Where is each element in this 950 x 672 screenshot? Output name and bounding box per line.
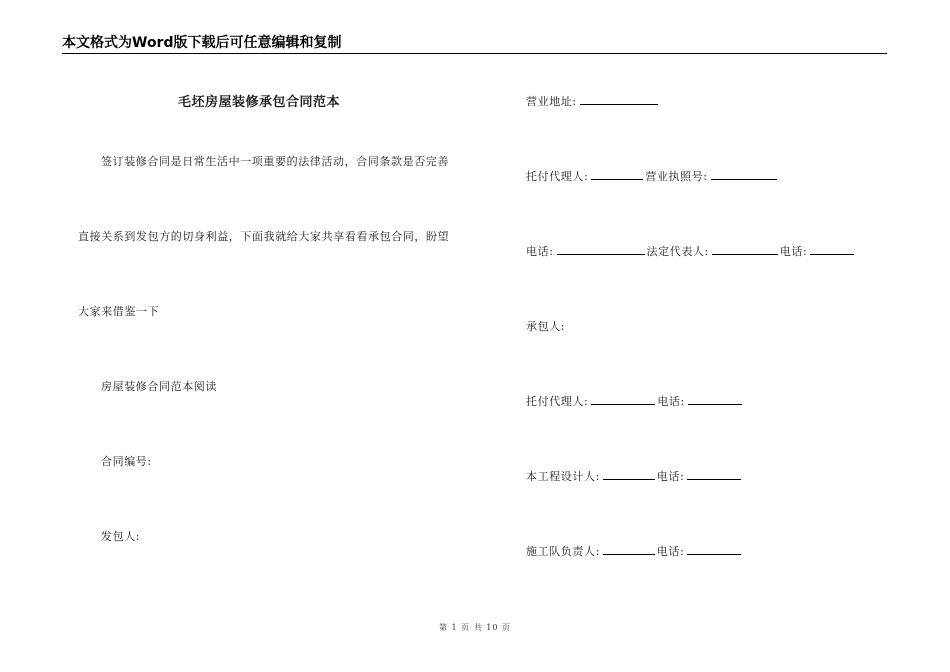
phone-label: 电话: [526,245,554,258]
business-address-label: 营业地址: [526,95,577,108]
team-leader-phone-line [526,543,743,559]
designer-phone-blank[interactable] [687,469,741,480]
agent2-blank[interactable] [591,394,655,405]
page-number: 第 1 页 共 10 页 [439,623,511,632]
agent2-label: 托付代理人: [526,395,589,408]
agent2-phone-line [526,393,744,409]
designer-blank[interactable] [603,469,655,480]
contract-number-label: 合同编号: [101,455,152,468]
designer-phone-line [526,468,743,484]
designer-phone-label: 电话: [656,470,685,483]
contractor-label: 承包人: [526,320,566,333]
legal-rep-label: 法定代表人: [646,245,709,258]
page-header [62,34,887,54]
phone-blank[interactable] [557,244,645,255]
agent-license-line [526,168,779,184]
client-label: 发包人: [101,530,141,543]
agent-blank[interactable] [591,169,643,180]
team-leader-phone-blank[interactable] [687,544,741,555]
business-address-line [526,93,660,109]
contractor-line [526,318,565,334]
document-title: 毛坯房屋装修承包合同范本 [178,95,341,110]
agent-label: 托付代理人: [526,170,589,183]
team-leader-phone-label: 电话: [656,545,685,558]
business-address-blank[interactable] [580,94,658,105]
header-title: 本文格式为Word版下载后可任意编辑和复制 [62,35,342,51]
legal-rep-blank[interactable] [712,244,778,255]
designer-label: 本工程设计人: [526,470,600,483]
license-number-blank[interactable] [711,169,777,180]
phone-label-2: 电话: [779,245,808,258]
subheading: 房屋装修合同范本阅读 [101,380,217,393]
agent2-phone-label: 电话: [657,395,685,408]
team-leader-label: 施工队负责人: [526,545,600,558]
license-number-label: 营业执照号: [645,170,708,183]
page-footer [0,622,950,633]
intro-line-3: 大家来借鉴一下 [78,305,160,318]
agent2-phone-blank[interactable] [688,394,742,405]
team-leader-blank[interactable] [603,544,655,555]
intro-line-2: 直接关系到发包方的切身利益，下面我就给大家共享看看承包合同，盼望 [78,230,450,243]
intro-line-1: 签订装修合同是日常生活中一项重要的法律活动，合同条款是否完善 [101,155,449,168]
phone-legal-rep-line [526,243,856,259]
phone-blank-2[interactable] [810,244,854,255]
